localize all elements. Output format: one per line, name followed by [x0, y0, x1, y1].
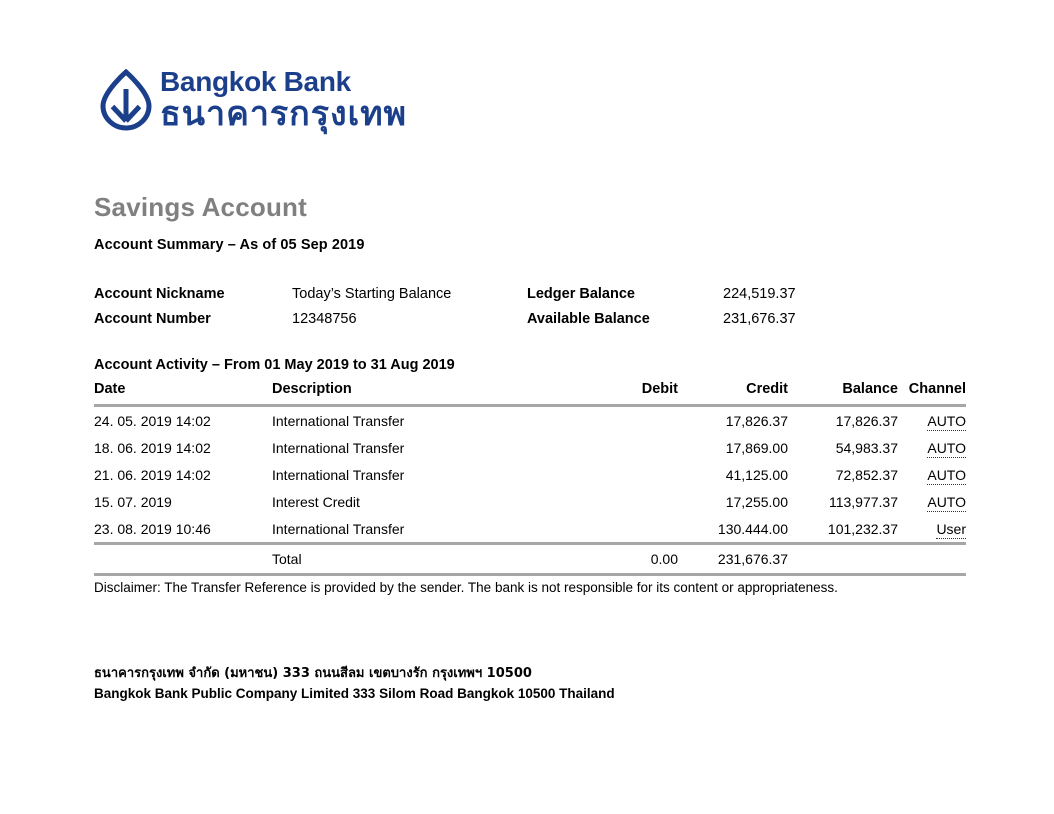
cell-channel	[898, 515, 966, 544]
cell-debit	[572, 434, 678, 461]
table-row	[94, 461, 966, 488]
cell-balance: 17,826.37	[835, 412, 898, 429]
cell-credit: 17,826.37	[725, 412, 788, 429]
footer-address-english: Bangkok Bank Public Company Limited 333 Silom Road Bangkok 10500 Thailand	[94, 686, 615, 701]
summary-row	[94, 286, 974, 311]
account-summary-heading: Account Summary – As of 05 Sep 2019	[94, 237, 365, 253]
cell-channel	[898, 488, 966, 515]
cell-debit	[572, 515, 678, 544]
cell-credit: 130.444.00	[717, 520, 788, 537]
column-header-debit: Debit	[641, 381, 678, 397]
disclaimer-text: Disclaimer: The Transfer Reference is provided by the sender. The bank is not responsible for its content or appropriateness.	[94, 580, 838, 595]
channel-value: AUTO	[927, 493, 966, 510]
rule-cell	[94, 575, 966, 577]
cell-date: 24. 05. 2019 14:02	[94, 412, 211, 429]
column-header-description: Description	[272, 381, 352, 397]
footer-address	[94, 664, 615, 704]
cell-credit: 17,869.00	[725, 439, 788, 456]
available-balance-label: Available Balance	[527, 311, 650, 327]
logo-name-th: ธนาคารกรุงเทพ	[160, 94, 408, 134]
bank-logo	[100, 68, 407, 133]
account-nickname-label: Account Nickname	[94, 286, 225, 302]
cell-description: International Transfer	[272, 412, 405, 429]
summary-row	[94, 311, 974, 336]
account-activity-table-wrap	[94, 381, 966, 576]
cell-description: International Transfer	[272, 439, 405, 456]
cell-debit	[572, 488, 678, 515]
column-header-date: Date	[94, 381, 126, 397]
table-header-row	[94, 381, 966, 406]
column-header-credit: Credit	[746, 381, 788, 397]
page-watermark	[670, 758, 1050, 806]
channel-value: AUTO	[927, 466, 966, 483]
column-header-balance: Balance	[842, 381, 898, 397]
available-balance-value: 231,676.37	[723, 311, 796, 327]
table-row	[94, 434, 966, 461]
logo-name-en: Bangkok Bank	[160, 66, 351, 97]
table-bottom-rule	[94, 575, 966, 577]
bangkok-bank-leaf-icon	[100, 69, 152, 131]
table-row	[94, 488, 966, 515]
cell-date: 18. 06. 2019 14:02	[94, 439, 211, 456]
logo-wordmark	[160, 68, 407, 133]
cell-balance: 113,977.37	[828, 493, 898, 510]
table-total-row	[94, 545, 966, 575]
cell-total-credit: 231,676.37	[717, 551, 788, 567]
cell-total-label: Total	[272, 551, 302, 567]
footer-address-thai: ธนาคารกรุงเทพ จำกัด (มหาชน) 333 ถนนสีลม เขตบางรัก กรุงเทพฯ 10500	[94, 666, 532, 681]
cell-date: 23. 08. 2019 10:46	[94, 520, 211, 537]
table-row	[94, 515, 966, 544]
ledger-balance-value: 224,519.37	[723, 286, 796, 302]
cell-balance: 101,232.37	[827, 520, 898, 537]
channel-value: AUTO	[927, 412, 966, 429]
ledger-balance-label: Ledger Balance	[527, 286, 635, 302]
cell-total-spacer	[94, 545, 272, 575]
cell-credit: 41,125.00	[725, 466, 788, 483]
cell-date: 21. 06. 2019 14:02	[94, 466, 211, 483]
cell-channel	[898, 434, 966, 461]
cell-channel	[898, 461, 966, 488]
cell-channel	[898, 407, 966, 434]
cell-description: International Transfer	[272, 520, 405, 537]
cell-total-balance	[788, 545, 898, 575]
account-number-label: Account Number	[94, 311, 211, 327]
channel-value: AUTO	[927, 439, 966, 456]
column-header-channel: Channel	[908, 381, 966, 397]
cell-description: Interest Credit	[272, 493, 360, 510]
cell-balance: 54,983.37	[835, 439, 898, 456]
page-title: Savings Account	[94, 192, 307, 222]
channel-value: User	[936, 520, 966, 537]
cell-debit	[572, 407, 678, 434]
account-summary-block	[94, 286, 974, 336]
cell-credit: 17,255.00	[725, 493, 788, 510]
cell-total-debit: 0.00	[650, 551, 678, 567]
table-row	[94, 407, 966, 434]
cell-debit	[572, 461, 678, 488]
cell-total-channel	[898, 545, 966, 575]
cell-balance: 72,852.37	[835, 466, 898, 483]
account-activity-heading: Account Activity – From 01 May 2019 to 31 Aug 2019	[94, 357, 455, 373]
cell-description: International Transfer	[272, 466, 405, 483]
account-number-value: 12348756	[292, 311, 357, 327]
account-nickname-value: Today’s Starting Balance	[292, 286, 452, 302]
account-activity-table	[94, 381, 966, 576]
cell-date: 15. 07. 2019	[94, 493, 172, 510]
